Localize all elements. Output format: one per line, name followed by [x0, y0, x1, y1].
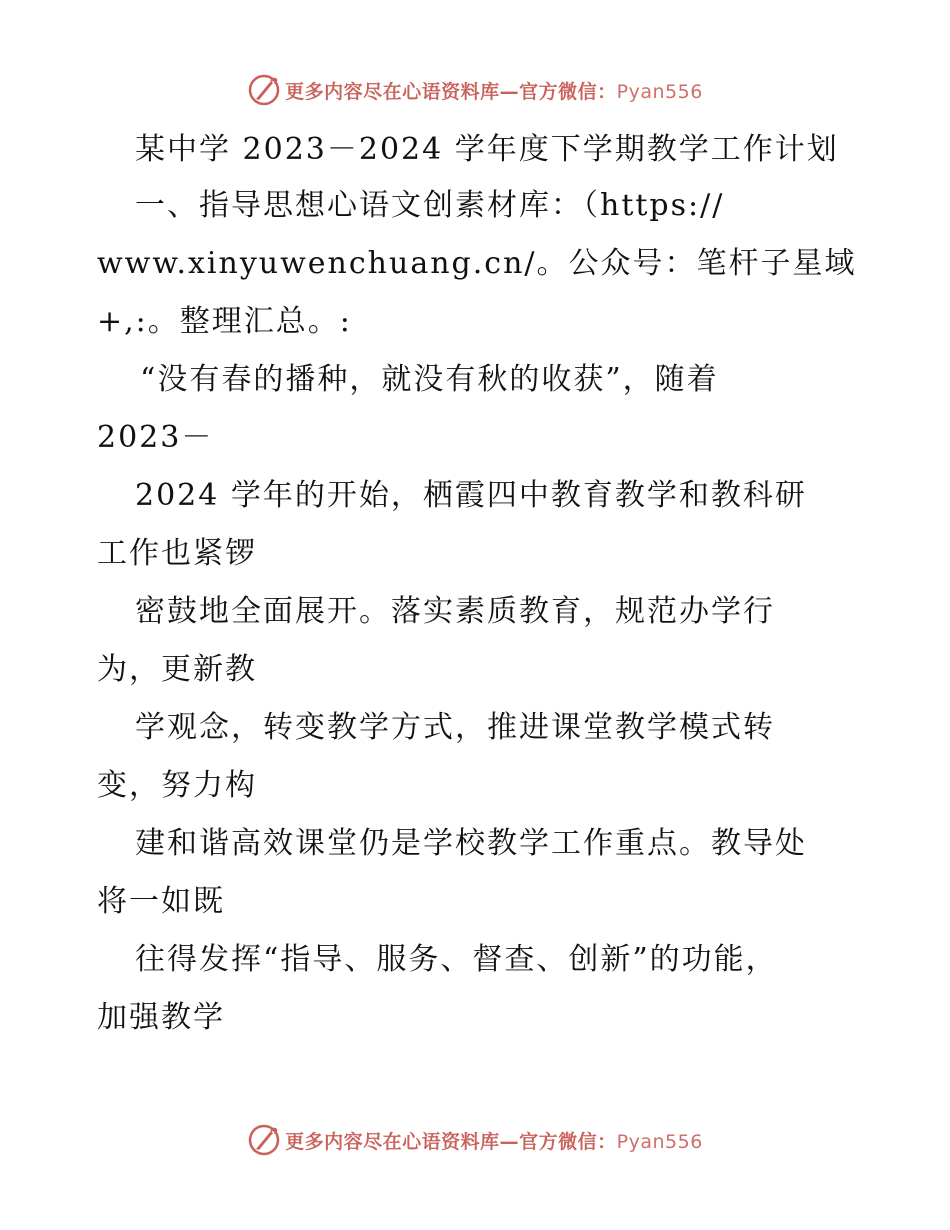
- text-line: 一、指导思想心语文创素材库：（https://: [135, 188, 725, 223]
- text-line: 变，努力构: [97, 768, 257, 803]
- document-title: 某中学 2023－2024 学年度下学期教学工作计划: [135, 132, 839, 167]
- quill-pen-icon: [247, 73, 281, 107]
- text-line: 加强教学: [97, 1000, 225, 1035]
- text-line: 学观念，转变教学方式，推进课堂教学模式转: [135, 710, 775, 745]
- text-line: 密鼓地全面展开。落实素质教育，规范办学行: [135, 594, 775, 629]
- header-banner: [0, 70, 950, 110]
- banner-slogan: 更多内容尽在心语资料库—官方微信：: [285, 1130, 617, 1153]
- quill-pen-icon: [247, 1123, 281, 1157]
- banner-wechat-id: Pyan556: [616, 80, 703, 103]
- banner-wechat-id: Pyan556: [616, 1130, 703, 1153]
- text-line: 工作也紧锣: [97, 536, 257, 571]
- text-line: 建和谐高效课堂仍是学校教学工作重点。教导处: [135, 826, 807, 861]
- banner-slogan: 更多内容尽在心语资料库—官方微信：: [285, 80, 617, 103]
- text-line: +,:。整理汇总。:: [97, 304, 352, 339]
- text-line: 将一如既: [97, 884, 225, 919]
- text-line: “没有春的播种，就没有秋的收获”，随着: [140, 362, 719, 397]
- text-line: 往得发挥“指导、服务、督查、创新”的功能，: [135, 942, 778, 977]
- banner-text: [285, 77, 703, 104]
- text-line: 为，更新教: [97, 652, 257, 687]
- text-line: www.xinyuwenchuang.cn/。公众号：笔杆子星域: [97, 246, 857, 281]
- text-line: 2024 学年的开始，栖霞四中教育教学和教科研: [135, 478, 807, 513]
- text-line: 2023－: [97, 420, 214, 455]
- banner-text: [285, 1127, 703, 1154]
- footer-banner: [0, 1120, 950, 1160]
